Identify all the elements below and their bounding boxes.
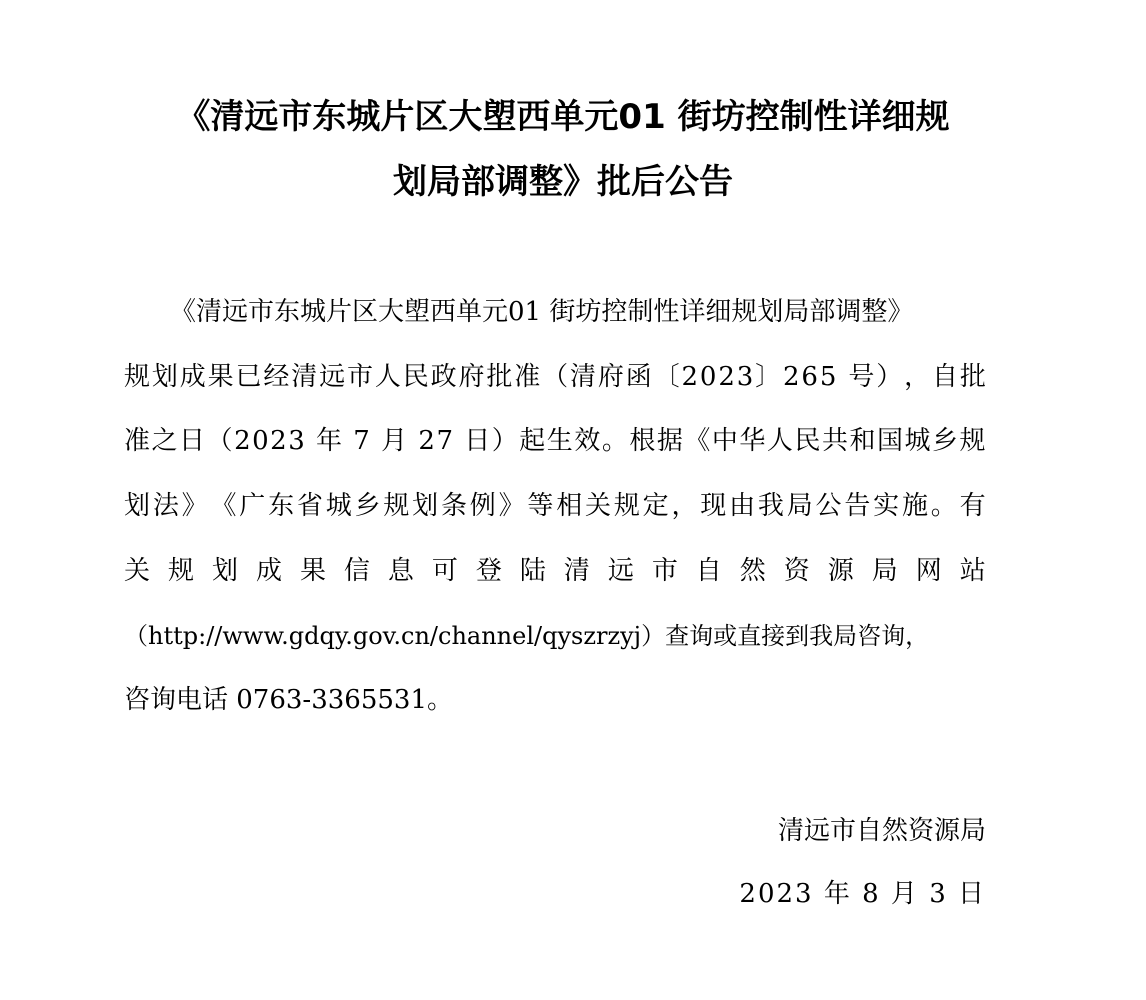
page-title-line-2: 划局部调整》批后公告 (393, 162, 733, 202)
body-line-2: 规 划 成 果 已 经 清 远 市 人 民 政 府 批 准 （ 清 府 函 〔 2 0 2 3 〕 2 6 5 号 ） ， 自 批 (124, 362, 986, 392)
signature-date: 2023 年 8 月 3 日 (739, 879, 986, 909)
body-line-1: 《清远市东城片区大塱西单元01 街坊控制性详细规划局部调整》 (170, 297, 914, 327)
signature-organization: 清远市自然资源局 (777, 816, 986, 846)
body-line-4: 划 法 》 《 广 东 省 城 乡 规 划 条 例 》 等 相 关 规 定 ， 现 由 我 局 公 告 实 施 。 有 (124, 491, 986, 521)
body-line-3: 准 之 日 （ 2 0 2 3 年 7 月 2 7 日 ） 起 生 效 。 根 据 《 中 华 人 民 共 和 国 城 乡 规 (124, 426, 986, 456)
body-line-7: 咨询电话 0763-3365531。 (124, 685, 454, 715)
body-line-5: 关 规 划 成 果 信 息 可 登 陆 清 远 市 自 然 资 源 局 网 站 (124, 556, 986, 586)
body-line-6: （http://www.gdqy.gov.cn/channel/qyszrzyj）查询或直接到我局咨询， (124, 622, 930, 650)
page-title-line-1: 《清远市东城片区大塱西单元01 街坊控制性详细规 (176, 97, 950, 137)
